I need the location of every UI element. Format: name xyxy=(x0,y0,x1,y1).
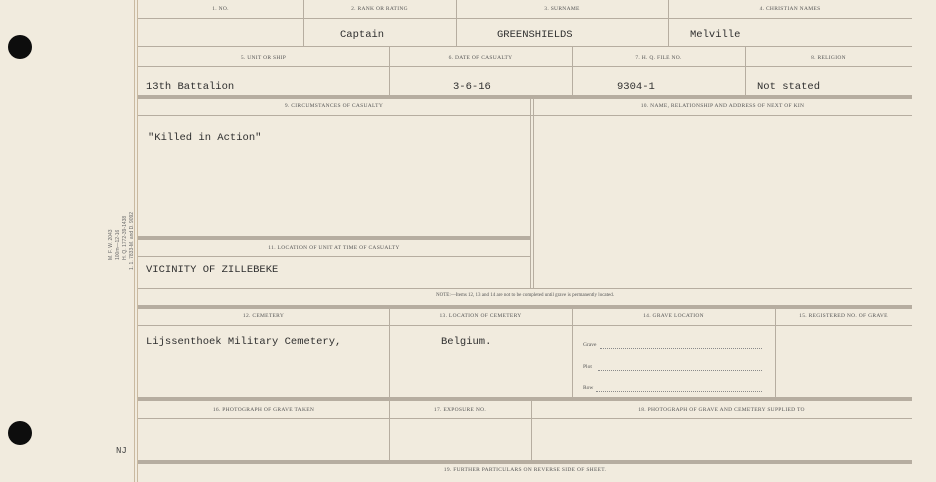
label-circumstances: 9. CIRCUMSTANCES OF CASUALTY xyxy=(284,103,384,109)
label-date-casualty: 6. DATE OF CASUALTY xyxy=(448,55,513,61)
value-location-cemetery: Belgium. xyxy=(441,336,492,348)
rule xyxy=(138,115,912,116)
rule xyxy=(138,66,912,67)
rule xyxy=(138,18,912,19)
value-surname: GREENSHIELDS xyxy=(497,29,573,41)
rule xyxy=(138,236,530,240)
punch-hole xyxy=(8,421,32,445)
rule xyxy=(389,307,390,397)
plot-label: Plot xyxy=(583,364,592,370)
imprint-line: H. Q. 1772-39-1438 xyxy=(122,215,128,260)
value-christian-names: Melville xyxy=(690,29,741,41)
value-cemetery: Lijssenthoek Military Cemetery, xyxy=(146,336,342,348)
label-rank: 2. RANK OR RATING xyxy=(351,6,408,12)
value-rank: Captain xyxy=(340,29,385,41)
value-religion: Not stated xyxy=(757,81,821,93)
punch-hole xyxy=(8,35,32,59)
label-next-of-kin: 10. NAME, RELATIONSHIP AND ADDRESS OF NEXT OF KIN xyxy=(640,103,805,109)
plot-line xyxy=(598,370,762,371)
rule xyxy=(745,46,746,95)
label-grave-location: 14. GRAVE LOCATION xyxy=(643,313,704,319)
label-registered-no: 15. REGISTERED NO. OF GRAVE xyxy=(799,313,888,319)
rule xyxy=(138,460,912,464)
label-location-unit: 11. LOCATION OF UNIT AT TIME OF CASUALTY xyxy=(268,245,400,251)
rule xyxy=(138,95,912,99)
value-hq-file: 9304-1 xyxy=(617,81,655,93)
rule xyxy=(389,46,390,95)
value-date-casualty: 3-6-16 xyxy=(453,81,491,93)
label-hq-file: 7. H. Q. FILE NO. xyxy=(635,55,682,61)
grave-line xyxy=(600,348,762,349)
rule xyxy=(138,305,912,309)
label-photo-taken: 16. PHOTOGRAPH OF GRAVE TAKEN xyxy=(212,407,315,413)
imprint-line: 1. 1. 7833-M. and D. 9092 xyxy=(129,211,135,270)
printer-imprint xyxy=(108,200,134,310)
label-unit: 5. UNIT OR SHIP xyxy=(240,55,287,61)
label-location-cemetery: 13. LOCATION OF CEMETERY xyxy=(439,313,522,319)
row-label: Row xyxy=(583,385,594,391)
rule xyxy=(572,46,573,95)
rule xyxy=(138,397,912,401)
label-further-particulars: 19. FURTHER PARTICULARS ON REVERSE SIDE OF SHEET. xyxy=(443,467,607,473)
rule xyxy=(138,46,912,47)
label-religion: 8. RELIGION xyxy=(811,55,846,61)
rule xyxy=(138,288,912,289)
imprint-line: M. F. W. 2043 xyxy=(108,229,114,260)
stamp-initials: NJ xyxy=(116,446,127,456)
rule xyxy=(138,325,912,326)
row-line xyxy=(596,391,762,392)
label-cemetery: 12. CEMETERY xyxy=(242,313,285,319)
value-unit: 13th Battalion xyxy=(146,81,235,93)
grave-label: Grave xyxy=(583,342,597,348)
label-exposure: 17. EXPOSURE NO. xyxy=(433,407,487,413)
rule xyxy=(138,418,912,419)
value-location-unit: VICINITY OF ZILLEBEKE xyxy=(146,264,279,276)
value-circumstances: "Killed in Action" xyxy=(148,132,262,144)
rule xyxy=(530,97,531,288)
rule xyxy=(775,307,776,397)
label-surname: 3. SURNAME xyxy=(544,6,580,12)
imprint-line: 100m—12-16 xyxy=(115,229,121,260)
label-christian-names: 4. CHRISTIAN NAMES xyxy=(759,6,821,12)
rule xyxy=(572,307,573,397)
note: NOTE:—Items 12, 13 and 14 are not to be completed until grave is permanently located. xyxy=(435,293,614,298)
label-photo-supplied: 18. PHOTOGRAPH OF GRAVE AND CEMETERY SUPPLIED TO xyxy=(638,407,805,413)
rule xyxy=(533,97,534,288)
label-no: 1. NO. xyxy=(212,6,229,12)
rule xyxy=(138,256,530,257)
